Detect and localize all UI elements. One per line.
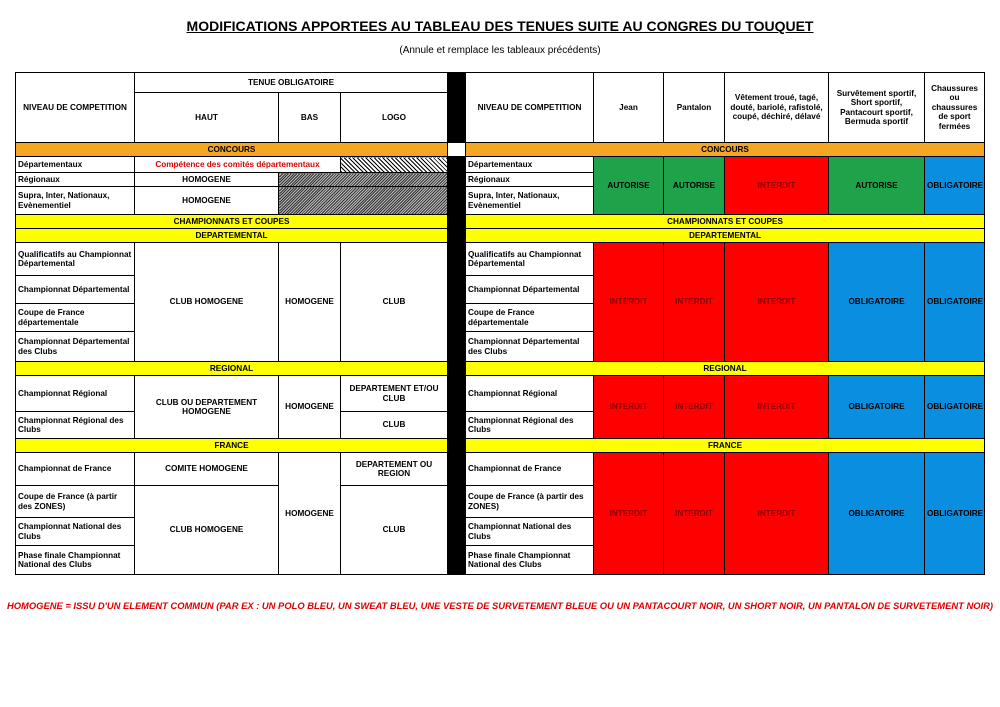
concours-jean: AUTORISE bbox=[594, 157, 664, 215]
dress-code-table bbox=[15, 72, 985, 575]
survetement-header: Survêtement sportif, Short sportif, Pantacourt sportif, Bermuda sportif bbox=[829, 73, 925, 143]
bas-header: BAS bbox=[279, 93, 341, 143]
level-phase-finale: Phase finale Championnat National des Clubs bbox=[16, 546, 135, 575]
level-champ-dep: Championnat Départemental bbox=[16, 276, 135, 304]
level-champ-fr-right: Championnat de France bbox=[466, 453, 594, 486]
section-departemental-right: DEPARTEMENTAL bbox=[466, 229, 985, 243]
fr-bas: HOMOGENE bbox=[279, 453, 341, 575]
reg-survetement: OBLIGATOIRE bbox=[829, 376, 925, 439]
fr-pantalon: INTERDIT bbox=[664, 453, 725, 575]
level-regionaux-right: Régionaux bbox=[466, 173, 594, 187]
dep-bas: HOMOGENE bbox=[279, 243, 341, 362]
level-champ-reg-clubs-right: Championnat Régional des Clubs bbox=[466, 412, 594, 439]
separator bbox=[448, 376, 466, 439]
fr-haut-1: COMITE HOMOGENE bbox=[135, 453, 279, 486]
dep-jean: INTERDIT bbox=[594, 243, 664, 362]
separator bbox=[448, 439, 466, 453]
level-champ-reg-right: Championnat Régional bbox=[466, 376, 594, 412]
fr-chaussures: OBLIGATOIRE bbox=[925, 453, 985, 575]
section-concours-right: CONCOURS bbox=[466, 143, 985, 157]
competence-cell: Compétence des comités départementaux bbox=[135, 157, 341, 173]
fr-logo-1: DEPARTEMENT OU REGION bbox=[341, 453, 448, 486]
concours-chaussures: OBLIGATOIRE bbox=[925, 157, 985, 215]
dep-haut: CLUB HOMOGENE bbox=[135, 243, 279, 362]
dep-vetement: INTERDIT bbox=[725, 243, 829, 362]
separator bbox=[448, 362, 466, 376]
dep-pantalon: INTERDIT bbox=[664, 243, 725, 362]
level-champ-dep-right: Championnat Départemental bbox=[466, 276, 594, 304]
jean-header: Jean bbox=[594, 73, 664, 143]
section-regional-right: REGIONAL bbox=[466, 362, 985, 376]
reg-haut: CLUB OU DEPARTEMENT HOMOGENE bbox=[135, 376, 279, 439]
fr-survetement: OBLIGATOIRE bbox=[829, 453, 925, 575]
section-champ-right: CHAMPIONNATS ET COUPES bbox=[466, 215, 985, 229]
level-supra-right: Supra, Inter, Nationaux, Evènementiel bbox=[466, 187, 594, 215]
level-departementaux: Départementaux bbox=[16, 157, 135, 173]
level-champ-nat-clubs-right: Championnat National des Clubs bbox=[466, 518, 594, 546]
level-regionaux: Régionaux bbox=[16, 173, 135, 187]
logo-header: LOGO bbox=[341, 93, 448, 143]
reg-pantalon: INTERDIT bbox=[664, 376, 725, 439]
level-champ-reg: Championnat Régional bbox=[16, 376, 135, 412]
vetement-header: Vêtement troué, tagé, douté, bariolé, rafistolé, coupé, déchiré, délavé bbox=[725, 73, 829, 143]
page-title: MODIFICATIONS APPORTEES AU TABLEAU DES TENUES SUITE AU CONGRES DU TOUQUET bbox=[186, 18, 814, 34]
level-coupe-fr: Coupe de France (à partir des ZONES) bbox=[16, 486, 135, 518]
fr-jean: INTERDIT bbox=[594, 453, 664, 575]
reg-logo-2: CLUB bbox=[341, 412, 448, 439]
pantalon-header: Pantalon bbox=[664, 73, 725, 143]
separator bbox=[448, 229, 466, 243]
level-champ-dep-clubs-right: Championnat Départemental des Clubs bbox=[466, 332, 594, 362]
level-coupe-dep: Coupe de France départementale bbox=[16, 304, 135, 332]
supra-haut: HOMOGENE bbox=[135, 187, 279, 215]
dep-chaussures: OBLIGATOIRE bbox=[925, 243, 985, 362]
page-subtitle: (Annule et remplace les tableaux précédents) bbox=[399, 45, 601, 56]
reg-logo-1: DEPARTEMENT ET/OU CLUB bbox=[341, 376, 448, 412]
section-departemental-left: DEPARTEMENTAL bbox=[16, 229, 448, 243]
reg-chaussures: OBLIGATOIRE bbox=[925, 376, 985, 439]
level-coupe-fr-right: Coupe de France (à partir des ZONES) bbox=[466, 486, 594, 518]
section-concours-left: CONCOURS bbox=[16, 143, 448, 157]
level-departementaux-right: Départementaux bbox=[466, 157, 594, 173]
concours-survetement: AUTORISE bbox=[829, 157, 925, 215]
regionaux-haut: HOMOGENE bbox=[135, 173, 279, 187]
level-champ-nat-clubs: Championnat National des Clubs bbox=[16, 518, 135, 546]
level-qualif-right: Qualificatifs au Championnat Départemental bbox=[466, 243, 594, 276]
section-france-right: FRANCE bbox=[466, 439, 985, 453]
separator bbox=[448, 73, 466, 143]
haut-header: HAUT bbox=[135, 93, 279, 143]
separator bbox=[448, 243, 466, 362]
fr-logo-2: CLUB bbox=[341, 486, 448, 575]
reg-vetement: INTERDIT bbox=[725, 376, 829, 439]
section-regional-left: REGIONAL bbox=[16, 362, 448, 376]
hatched-cell bbox=[279, 173, 448, 187]
separator bbox=[448, 157, 466, 215]
hatched-cell bbox=[341, 157, 448, 173]
level-champ-dep-clubs: Championnat Départemental des Clubs bbox=[16, 332, 135, 362]
homogene-note: HOMOGENE = ISSU D'UN ELEMENT COMMUN (PAR EX : UN POLO BLEU, UN SWEAT BLEU, UNE VESTE DE SURVETEMENT BLEUE OU UN PANTACOURT NOIR, UN SHORT NOIR, UN PANTALON DE SURVETEMENT NOIR) bbox=[6, 600, 994, 611]
separator-gap bbox=[448, 143, 466, 157]
dep-survetement: OBLIGATOIRE bbox=[829, 243, 925, 362]
level-supra: Supra, Inter, Nationaux, Evènementiel bbox=[16, 187, 135, 215]
level-champ-reg-clubs: Championnat Régional des Clubs bbox=[16, 412, 135, 439]
reg-bas: HOMOGENE bbox=[279, 376, 341, 439]
concours-pantalon: AUTORISE bbox=[664, 157, 725, 215]
dep-logo: CLUB bbox=[341, 243, 448, 362]
separator bbox=[448, 453, 466, 575]
concours-vetement: INTERDIT bbox=[725, 157, 829, 215]
level-coupe-dep-right: Coupe de France départementale bbox=[466, 304, 594, 332]
section-champ-left: CHAMPIONNATS ET COUPES bbox=[16, 215, 448, 229]
level-champ-fr: Championnat de France bbox=[16, 453, 135, 486]
right-level-header: NIVEAU DE COMPETITION bbox=[466, 73, 594, 143]
separator bbox=[448, 215, 466, 229]
level-phase-finale-right: Phase finale Championnat National des Clubs bbox=[466, 546, 594, 575]
left-level-header: NIVEAU DE COMPETITION bbox=[16, 73, 135, 143]
section-france-left: FRANCE bbox=[16, 439, 448, 453]
fr-haut-2: CLUB HOMOGENE bbox=[135, 486, 279, 575]
reg-jean: INTERDIT bbox=[594, 376, 664, 439]
hatched-cell bbox=[279, 187, 448, 215]
tenue-header: TENUE OBLIGATOIRE bbox=[135, 73, 448, 93]
fr-vetement: INTERDIT bbox=[725, 453, 829, 575]
chaussures-header: Chaussures ou chaussures de sport fermées bbox=[925, 73, 985, 143]
level-qualif: Qualificatifs au Championnat Départemental bbox=[16, 243, 135, 276]
